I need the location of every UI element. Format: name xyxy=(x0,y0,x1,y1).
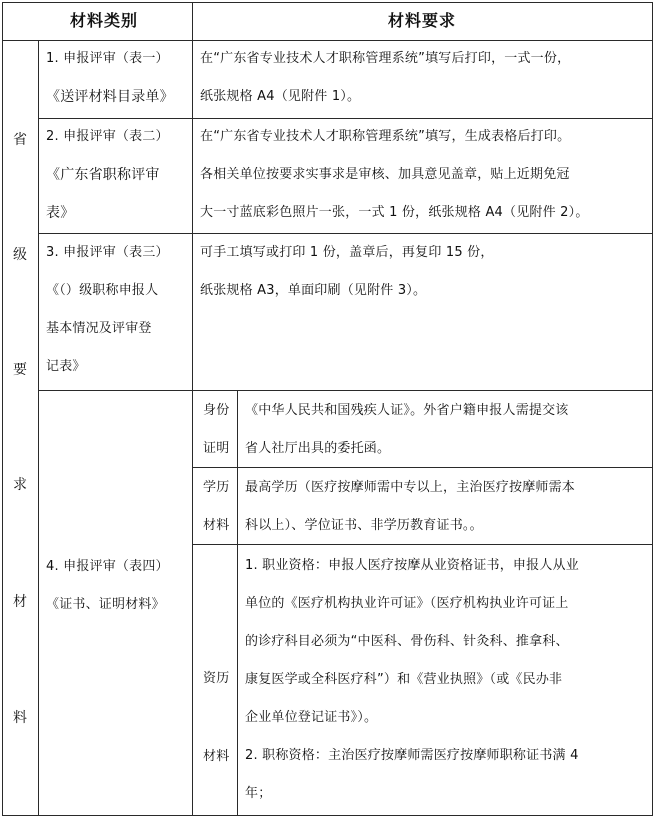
row-label-line: 3. 申报评审（表三） xyxy=(46,245,169,260)
row-label-line: 1. 申报评审（表一） xyxy=(46,51,169,66)
row-divider xyxy=(38,390,653,391)
row-label-line: 2. 申报评审（表二） xyxy=(46,129,169,144)
category-char: 材 xyxy=(13,594,27,610)
sub-requirement-line: 1. 职业资格：申报人医疗按摩从业资格证书，申报人从业 xyxy=(245,558,579,573)
sub-row-divider xyxy=(192,544,653,545)
header-requirements: 材料要求 xyxy=(388,11,457,30)
sub-requirement-line: 单位的《医疗机构执业许可证》（医疗机构执业许可证上 xyxy=(245,596,569,611)
header-divider xyxy=(2,40,653,41)
category-char: 料 xyxy=(13,710,27,726)
sub-label-col-divider xyxy=(237,390,238,816)
row-label-line: 记表》 xyxy=(46,359,86,374)
row-requirement-line: 在“广东省专业技术人才职称管理系统”填写后打印，一式一份， xyxy=(200,51,571,66)
row-requirement-line: 在“广东省专业技术人才职称管理系统”填写，生成表格后打印。 xyxy=(200,129,571,144)
row-requirement-line: 可手工填写或打印 1 份，盖章后，再复印 15 份， xyxy=(200,245,494,260)
row-requirement-line: 纸张规格 A3，单面印刷（见附件 3）。 xyxy=(200,283,427,298)
sub-requirement-line: 省人社厅出具的委托函。 xyxy=(245,441,391,456)
row-requirement-line: 大一寸蓝底彩色照片一张，一式 1 份，纸张规格 A4（见附件 2）。 xyxy=(200,205,589,220)
sub-label-line: 学历 xyxy=(203,480,230,495)
row-label-line: 4. 申报评审（表四） xyxy=(46,559,169,574)
row-divider xyxy=(38,233,653,234)
header-category: 材料类别 xyxy=(70,11,139,30)
category-col-divider xyxy=(38,40,39,816)
sub-requirement-line: 2. 职称资格：主治医疗按摩师需医疗按摩师职称证书满 4 xyxy=(245,748,579,763)
row-label-line: 基本情况及评审登 xyxy=(46,321,152,336)
sub-requirement-line: 《中华人民共和国残疾人证》。外省户籍申报人需提交该 xyxy=(245,403,569,418)
category-char: 级 xyxy=(13,247,27,263)
category-char: 要 xyxy=(13,362,27,378)
header-col-divider xyxy=(192,2,193,816)
sub-label-line: 资历 xyxy=(203,671,230,686)
row-label-line: 《（）级职称申报人 xyxy=(46,283,159,298)
sub-requirement-line: 科以上）、学位证书、非学历教育证书。。 xyxy=(245,518,483,533)
row-requirement-line: 纸张规格 A4（见附件 1）。 xyxy=(200,89,361,104)
sub-requirement-line: 的诊疗科目必须为“中医科、骨伤科、针灸科、推拿科、 xyxy=(245,634,569,649)
table-border-right xyxy=(652,2,653,816)
table-border-left xyxy=(2,2,3,816)
sub-label-line: 材料 xyxy=(203,518,230,533)
category-char: 求 xyxy=(13,477,27,493)
row-label-line: 《证书、证明材料》 xyxy=(46,597,165,612)
sub-label-line: 身份 xyxy=(203,403,230,418)
category-char: 省 xyxy=(13,132,27,148)
table-border-bottom xyxy=(2,815,653,816)
sub-requirement-line: 企业单位登记证书》）。 xyxy=(245,710,378,725)
sub-requirement-line: 康复医学或全科医疗科”）和《营业执照》（或《民办非 xyxy=(245,672,563,687)
row-label-line: 《广东省职称评审 xyxy=(46,167,160,183)
table-border-top xyxy=(2,2,653,3)
row-label-line: 表》 xyxy=(46,205,75,221)
sub-row-divider xyxy=(192,467,653,468)
row-label-line: 《送评材料目录单》 xyxy=(46,89,174,105)
row-requirement-line: 各相关单位按要求实事求是审核、加具意见盖章，贴上近期免冠 xyxy=(200,167,570,182)
sub-requirement-line: 最高学历（医疗按摩师需中专以上，主治医疗按摩师需本 xyxy=(245,480,576,495)
row-divider xyxy=(38,118,653,119)
sub-requirement-line: 年； xyxy=(245,786,272,801)
sub-label-line: 材料 xyxy=(203,749,230,764)
sub-label-line: 证明 xyxy=(203,441,230,456)
